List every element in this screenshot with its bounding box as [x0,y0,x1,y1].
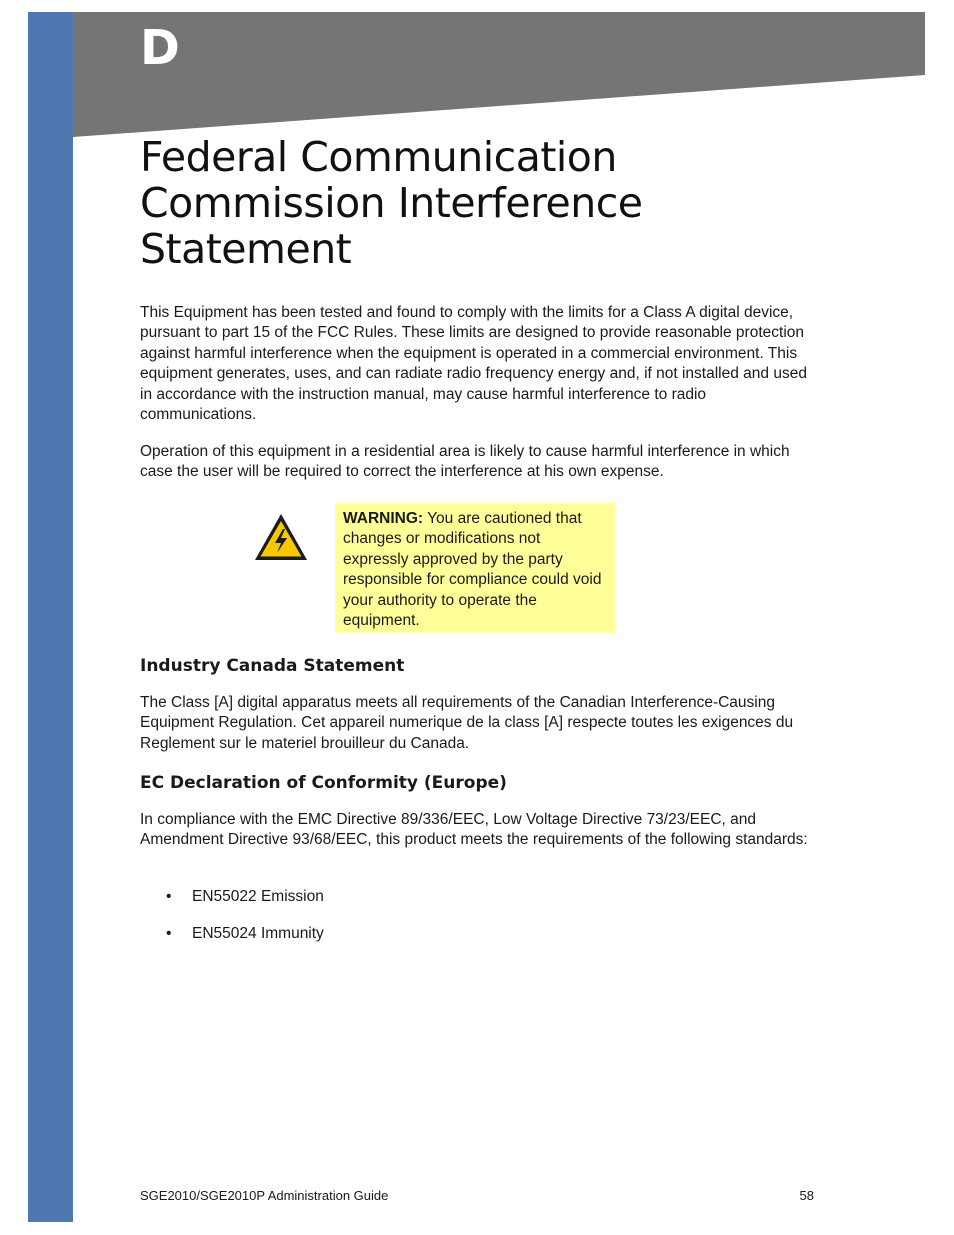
title-line: Commission Interference [140,179,643,227]
page-title [140,134,860,272]
bullet-icon: • [166,888,172,905]
chapter-banner [73,12,925,137]
industry-canada-heading: Industry Canada Statement [140,656,405,676]
warning-callout [335,503,615,633]
industry-canada-paragraph: The Class [A] digital apparatus meets all requirements of the Canadian Interference-Causing Equipment Regulation. Cet appareil numerique de la class [A] respecte toutes les exigences du Reglement sur le materiel brouilleur du Canada. [140,694,794,752]
footer-guide-title: SGE2010/SGE2010P Administration Guide [140,1188,389,1203]
standard-name: EN55022 Emission [192,888,324,905]
standard-name: EN55024 Immunity [192,925,324,942]
title-line: Federal Communication [140,133,617,181]
ec-declaration-heading: EC Declaration of Conformity (Europe) [140,773,507,793]
warning-text: You are cautioned that changes or modifications not expressly approved by the party responsible for compliance could void your authority to operate the equipment. [343,510,602,630]
left-sidebar-bar [28,12,73,1222]
chapter-letter: D [140,20,180,76]
footer-page-number: 58 [799,1188,814,1203]
ec-declaration-paragraph: In compliance with the EMC Directive 89/336/EEC, Low Voltage Directive 73/23/EEC, and Amendment Directive 93/68/EEC, this product meets the requirements of the following standards: [140,811,808,849]
title-line: Statement [140,225,352,273]
fcc-paragraph-1: This Equipment has been tested and found to comply with the limits for a Class A digital device, pursuant to part 15 of the FCC Rules. These limits are designed to provide reasonable protection against harmful interference when the equipment is operated in a commercial environment. This equipment generates, uses, and can radiate radio frequency energy and, if not installed and used in accordance with the instruction manual, may cause harmful interference to radio communications. [140,304,807,424]
warning-triangle-electric-icon [253,512,309,562]
warning-label: WARNING: [343,510,424,527]
fcc-paragraph-2: Operation of this equipment in a residential area is likely to cause harmful interference in which case the user will be required to correct the interference at his own expense. [140,443,790,481]
bullet-icon: • [166,925,172,942]
